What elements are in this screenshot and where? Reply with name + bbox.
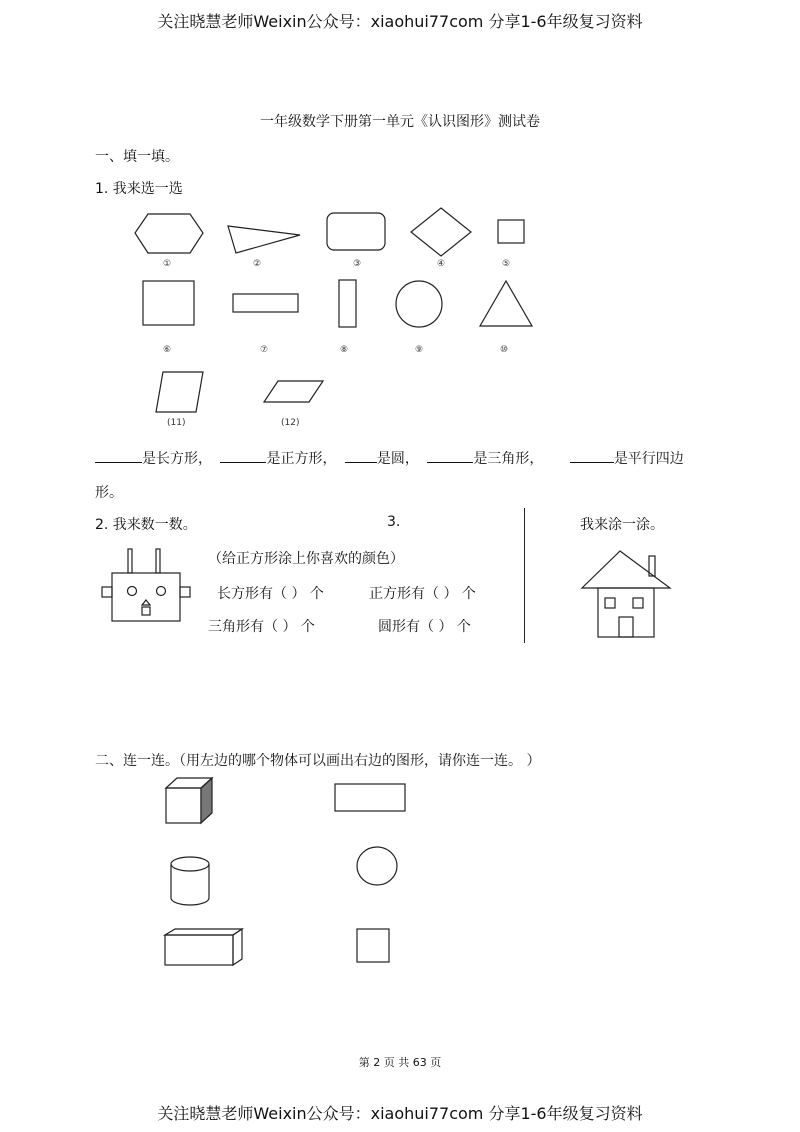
shape-number-7: ⑦ — [260, 345, 269, 355]
shape-number-4: ④ — [437, 259, 446, 269]
square-count: 正方形有（ ） 个 — [369, 586, 476, 602]
shape-number-6: ⑥ — [163, 345, 172, 355]
rect-count: 长方形有（ ） 个 — [217, 586, 324, 602]
shape-number-2: ② — [253, 259, 262, 269]
circle-figure — [357, 847, 397, 885]
top-banner: 关注晓慧老师Weixin公众号：xiaohui77com 分享1-6年级复习资料 — [157, 12, 643, 31]
question-1-label: 1. 我来选一选 — [95, 181, 183, 197]
question-2-label: 2. 我来数一数。 — [95, 517, 197, 533]
shape-number-5: ⑤ — [502, 259, 511, 269]
circle-count: 圆形有（ ） 个 — [378, 619, 471, 635]
shape-number-8: ⑧ — [340, 345, 349, 355]
fill-para-end: 形。 — [95, 485, 123, 501]
fill-square-text: 是正方形， — [266, 451, 337, 467]
fill-rect-text: 是长方形， — [142, 451, 212, 467]
section-2-heading: 二、连一连。（用左边的哪个物体可以画出右边的图形，请你连一连。 ） — [95, 753, 541, 769]
fill-triangle-text: 是三角形， — [473, 451, 544, 467]
shape-number-3: ③ — [353, 259, 362, 269]
color-hint: （给正方形涂上你喜欢的颜色） — [208, 551, 404, 567]
color-label: 我来涂一涂。 — [580, 517, 664, 533]
fill-para-text: 是平行四边 — [613, 451, 684, 467]
square-figure — [357, 929, 389, 962]
doc-title: 一年级数学下册第一单元《认识图形》测试卷 — [260, 114, 540, 130]
shape-number-10: ⑩ — [500, 345, 509, 355]
shape-number-9: ⑨ — [415, 345, 424, 355]
shape-number-12: (12) — [281, 418, 300, 428]
shape-number-11: (11) — [167, 418, 186, 428]
shape-number-1: ① — [163, 259, 172, 269]
rectangle-figure — [335, 784, 405, 811]
fill-circle-text: 是圆， — [376, 451, 419, 467]
page-number: 第 2 页 共 63 页 — [358, 1056, 442, 1069]
section-1-heading: 一、填一填。 — [95, 149, 179, 165]
question-3-label: 3. — [387, 514, 401, 530]
cuboid-object — [165, 929, 242, 965]
triangle-count: 三角形有（ ） 个 — [208, 619, 315, 635]
cube-object — [166, 778, 212, 823]
bottom-banner: 关注晓慧老师Weixin公众号：xiaohui77com 分享1-6年级复习资料 — [157, 1104, 643, 1123]
cylinder-object — [171, 857, 209, 905]
